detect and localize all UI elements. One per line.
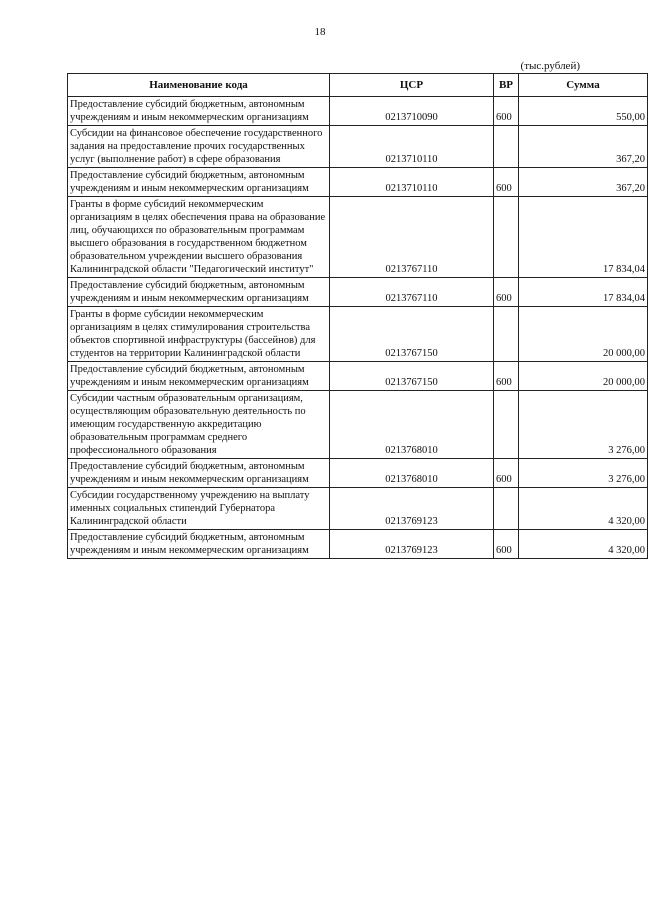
row-csr: 0213767150 (330, 362, 494, 391)
row-name: Гранты в форме субсидий некоммерческим организациям в целях обеспечения права на образование лиц, обучающихся по образовательным программам высшего образования в государственном бюджетном образовательном учреждении высшего образования Калининградской области "Педагогический институт" (68, 197, 330, 278)
table-row (68, 459, 648, 488)
row-sum: 20 000,00 (519, 362, 648, 391)
row-vr: 600 (494, 97, 519, 126)
row-csr: 0213769123 (330, 488, 494, 530)
header-sum: Сумма (519, 74, 648, 97)
row-name: Предоставление субсидий бюджетным, автономным учреждениям и иным некоммерческим организациям (68, 168, 330, 197)
row-name: Предоставление субсидий бюджетным, автономным учреждениям и иным некоммерческим организациям (68, 278, 330, 307)
table-row (68, 362, 648, 391)
row-name: Субсидии на финансовое обеспечение государственного задания на предоставление прочих государственных услуг (выполнение работ) в сфере образования (68, 126, 330, 168)
table-header-row (68, 74, 648, 97)
row-csr: 0213710090 (330, 97, 494, 126)
row-sum: 17 834,04 (519, 197, 648, 278)
table-row (68, 197, 648, 278)
row-sum: 4 320,00 (519, 488, 648, 530)
header-vr: ВР (494, 74, 519, 97)
row-csr: 0213710110 (330, 126, 494, 168)
row-name: Предоставление субсидий бюджетным, автономным учреждениям и иным некоммерческим организациям (68, 530, 330, 559)
row-csr: 0213769123 (330, 530, 494, 559)
page-number: 18 (314, 26, 326, 38)
row-csr: 0213768010 (330, 391, 494, 459)
row-vr: 600 (494, 278, 519, 307)
row-csr: 0213767110 (330, 197, 494, 278)
row-csr: 0213768010 (330, 459, 494, 488)
row-name: Субсидии частным образовательным организациям, осуществляющим образовательную деятельность по имеющим государственную аккредитацию образовательным программам среднего профессионального образования (68, 391, 330, 459)
row-vr (494, 488, 519, 530)
row-sum: 17 834,04 (519, 278, 648, 307)
table-row (68, 168, 648, 197)
row-vr: 600 (494, 362, 519, 391)
row-sum: 550,00 (519, 97, 648, 126)
row-sum: 4 320,00 (519, 530, 648, 559)
row-vr (494, 307, 519, 362)
row-csr: 0213767110 (330, 278, 494, 307)
row-sum: 367,20 (519, 168, 648, 197)
row-csr: 0213710110 (330, 168, 494, 197)
row-vr: 600 (494, 530, 519, 559)
row-vr (494, 391, 519, 459)
row-vr (494, 197, 519, 278)
row-vr (494, 126, 519, 168)
row-sum: 367,20 (519, 126, 648, 168)
table-row (68, 391, 648, 459)
row-name: Гранты в форме субсидии некоммерческим организациям в целях стимулирования строительства объектов спортивной инфраструктуры (бассейнов) для студентов на территории Калининградской области (68, 307, 330, 362)
budget-table (67, 73, 648, 559)
row-sum: 20 000,00 (519, 307, 648, 362)
table-row (68, 278, 648, 307)
header-csr: ЦСР (330, 74, 494, 97)
row-sum: 3 276,00 (519, 459, 648, 488)
table-row (68, 307, 648, 362)
row-name: Предоставление субсидий бюджетным, автономным учреждениям и иным некоммерческим организациям (68, 362, 330, 391)
row-sum: 3 276,00 (519, 391, 648, 459)
row-name: Субсидии государственному учреждению на выплату именных социальных стипендий Губернатора Калининградской области (68, 488, 330, 530)
table-row (68, 126, 648, 168)
table-row (68, 488, 648, 530)
row-vr: 600 (494, 168, 519, 197)
table-row (68, 97, 648, 126)
header-name: Наименование кода (68, 74, 330, 97)
row-name: Предоставление субсидий бюджетным, автономным учреждениям и иным некоммерческим организациям (68, 97, 330, 126)
row-vr: 600 (494, 459, 519, 488)
table-row (68, 530, 648, 559)
row-name: Предоставление субсидий бюджетным, автономным учреждениям и иным некоммерческим организациям (68, 459, 330, 488)
row-csr: 0213767150 (330, 307, 494, 362)
units-label: (тыс.рублей) (520, 60, 580, 72)
